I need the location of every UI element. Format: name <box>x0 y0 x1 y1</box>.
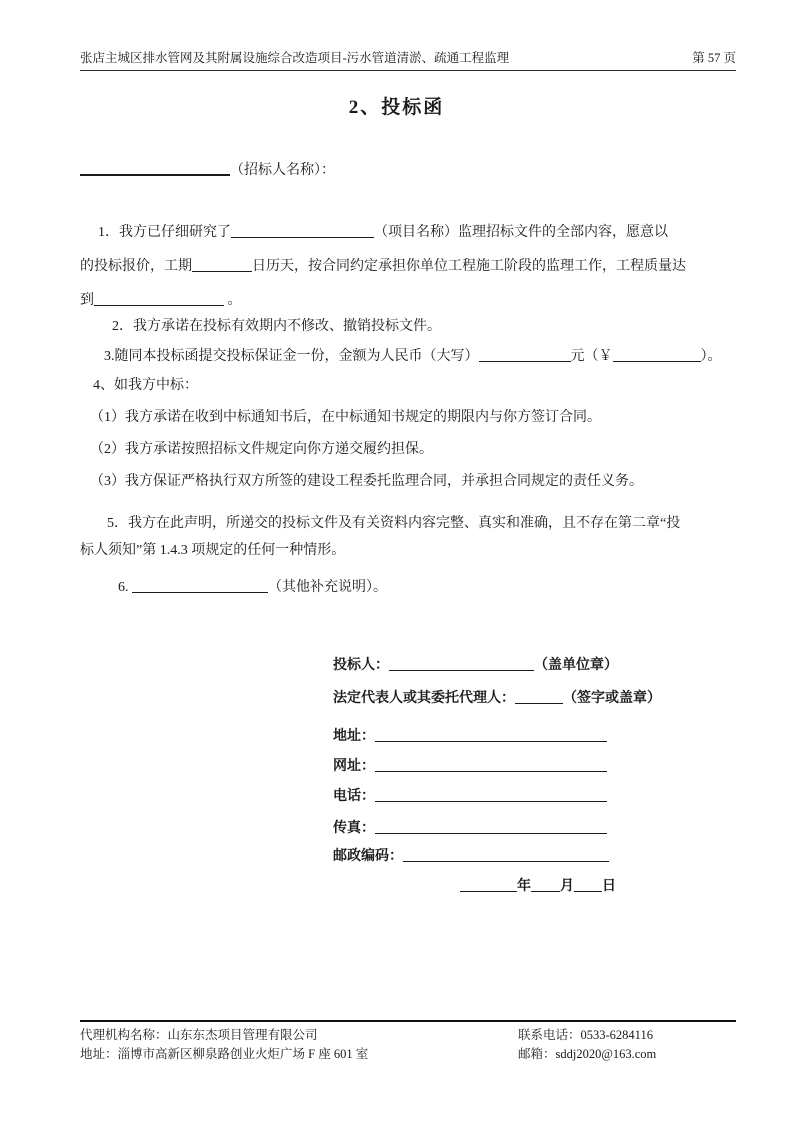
page-header <box>80 50 736 71</box>
text-run: 1．我方已仔细研究了 <box>98 225 231 240</box>
body-line <box>80 316 720 337</box>
text-run: 日 <box>602 879 616 894</box>
text-run: 。 <box>224 293 242 308</box>
blank-field <box>460 878 517 892</box>
blank-field <box>574 878 602 892</box>
header-page-number: 第 57 页 <box>692 51 736 65</box>
text-run: （其他补充说明）。 <box>268 580 387 595</box>
body-line <box>80 290 720 311</box>
footer-phone: 联系电话：0533-6284116 <box>518 1028 653 1042</box>
blank-field <box>531 878 560 892</box>
text-run: 地址： <box>333 729 375 744</box>
body-line <box>80 256 720 277</box>
body-line <box>80 513 720 534</box>
text-run: 法定代表人或其委托代理人： <box>333 691 515 706</box>
text-run: 网址： <box>333 759 375 774</box>
blank-field <box>375 788 607 802</box>
text-run: 邮政编码： <box>333 849 403 864</box>
footer-agency-column <box>80 1026 518 1064</box>
page-footer <box>80 1020 736 1064</box>
blank-field <box>403 848 609 862</box>
header-project-title: 张店主城区排水管网及其附属设施综合改造项目-污水管道清淤、疏通工程监理 <box>80 51 510 65</box>
signature-line <box>460 876 661 897</box>
text-run: （签字或盖章） <box>563 691 661 706</box>
blank-field <box>613 348 701 362</box>
blank-field <box>132 579 268 593</box>
text-run: 2．我方承诺在投标有效期内不修改、撤销投标文件。 <box>112 319 441 334</box>
body-line <box>80 540 720 561</box>
text-run: 电话： <box>333 789 375 804</box>
blank-field <box>192 258 252 272</box>
blank-field <box>515 690 563 704</box>
text-run: （招标人名称）： <box>230 163 335 178</box>
text-run: 5．我方在此声明，所递交的投标文件及有关资料内容完整、真实和准确，且不存在第二章“投 <box>107 516 681 531</box>
text-run: （3）我方保证严格执行双方所签的建设工程委托监理合同，并承担合同规定的责任义务。 <box>90 474 643 489</box>
text-run: ）。 <box>700 349 722 364</box>
blank-field <box>94 292 224 306</box>
signature-line <box>333 756 661 777</box>
signature-line <box>333 818 661 839</box>
text-run: 4、如我方中标： <box>93 378 198 393</box>
text-run: 的投标报价，工期 <box>80 259 192 274</box>
text-run: （项目名称）监理招标文件的全部内容，愿意以 <box>374 225 668 240</box>
text-run: （2）我方承诺按照招标文件规定向你方递交履约担保。 <box>90 442 433 457</box>
text-run: 年 <box>517 879 531 894</box>
text-run: （1）我方承诺在收到中标通知书后，在中标通知书规定的期限内与你方签订合同。 <box>90 410 601 425</box>
text-run: 传真： <box>333 821 375 836</box>
text-run: 3.随同本投标函提交投标保证金一份，金额为人民币（大写） <box>104 349 479 364</box>
footer-contact-column <box>518 1026 736 1064</box>
footer-email: 邮箱：sddj2020@163.com <box>518 1047 657 1061</box>
body-line <box>80 346 720 367</box>
text-run: （盖单位章） <box>534 658 618 673</box>
text-run: 投标人： <box>333 658 389 673</box>
text-run: 日历天，按合同约定承担你单位工程施工阶段的监理工作，工程质量达 <box>252 259 686 274</box>
signature-line <box>333 726 661 747</box>
signature-line <box>333 846 661 867</box>
footer-agency-address: 地址：淄博市高新区柳泉路创业火炬广场 F 座 601 室 <box>80 1047 369 1061</box>
signature-block <box>333 655 661 897</box>
signature-line <box>333 688 661 709</box>
text-run: 6. <box>118 580 132 595</box>
blank-field <box>375 728 607 742</box>
text-run: 标人须知”第 1.4.3 项规定的任何一种情形。 <box>80 543 346 558</box>
addressee-text-line <box>80 160 335 181</box>
blank-field <box>479 348 571 362</box>
blank-field <box>389 657 534 671</box>
bid-letter-body <box>80 222 720 598</box>
signature-line <box>333 786 661 807</box>
body-line <box>80 407 720 428</box>
body-line <box>80 222 720 243</box>
text-run: 月 <box>560 879 574 894</box>
blank-field <box>375 820 607 834</box>
blank-field <box>231 224 374 238</box>
body-line <box>80 439 720 460</box>
addressee-line <box>80 160 335 181</box>
signature-line <box>333 655 661 676</box>
blank-field <box>375 758 607 772</box>
body-line <box>80 577 720 598</box>
blank-field <box>80 161 230 176</box>
text-run: 到 <box>80 293 94 308</box>
section-title: 2、投标函 <box>348 97 445 118</box>
body-line <box>80 375 720 396</box>
text-run: 元（￥ <box>570 349 613 364</box>
footer-agency-name: 代理机构名称：山东东杰项目管理有限公司 <box>80 1028 318 1042</box>
body-line <box>80 471 720 492</box>
